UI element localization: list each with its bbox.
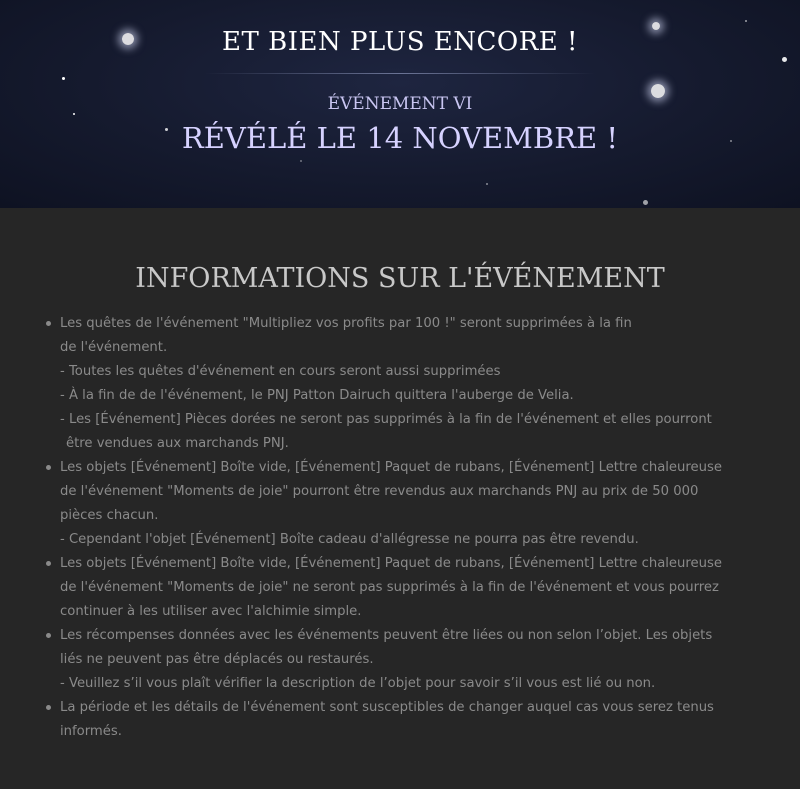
list-item-line: de l'événement "Moments de joie" ne seront pas supprimés à la fin de l'événement et vous pourrez bbox=[60, 580, 719, 595]
hero-banner bbox=[0, 0, 800, 208]
list-item-subline: être vendues aux marchands PNJ. bbox=[66, 436, 289, 451]
star-decoration bbox=[62, 77, 65, 80]
list-item-line: pièces chacun. bbox=[60, 508, 159, 523]
list-item-line: Les quêtes de l'événement "Multipliez vos profits par 100 !" seront supprimées à la fin bbox=[60, 316, 632, 331]
star-decoration bbox=[486, 183, 488, 185]
star-decoration bbox=[745, 20, 747, 22]
event-subtitle: ÉVÉNEMENT VI bbox=[327, 94, 473, 114]
hero-headline: ET BIEN PLUS ENCORE ! bbox=[222, 27, 578, 57]
list-item-line: informés. bbox=[60, 724, 122, 739]
list-item-line: de l'événement. bbox=[60, 340, 168, 355]
list-item-subline: - À la fin de de l'événement, le PNJ Patton Dairuch quittera l'auberge de Velia. bbox=[60, 388, 574, 403]
bullet-icon bbox=[46, 321, 51, 326]
star-decoration bbox=[300, 160, 302, 162]
list-item-line: Les récompenses données avec les événements peuvent être liées ou non selon l’objet. Les objets bbox=[60, 628, 713, 643]
list-item bbox=[40, 552, 760, 624]
list-item bbox=[40, 696, 760, 744]
list-item-subline: - Les [Événement] Pièces dorées ne seront pas supprimés à la fin de l'événement et elles pourront bbox=[60, 412, 712, 427]
hero-divider bbox=[205, 73, 595, 74]
list-item bbox=[40, 624, 760, 696]
list-item-line: continuer à les utiliser avec l'alchimie simple. bbox=[60, 604, 362, 619]
bullet-icon bbox=[46, 705, 51, 710]
list-item bbox=[40, 456, 760, 552]
list-item-subline: - Veuillez s’il vous plaît vérifier la description de l’objet pour savoir s’il vous est lié ou non. bbox=[60, 676, 656, 691]
list-item-line: de l'événement "Moments de joie" pourront être revendus aux marchands PNJ au prix de 50 000 bbox=[60, 484, 699, 499]
list-item-line: La période et les détails de l'événement sont susceptibles de changer auquel cas vous serez tenus bbox=[60, 700, 714, 715]
reveal-date: RÉVÉLÉ LE 14 NOVEMBRE ! bbox=[181, 121, 619, 155]
list-item-line: Les objets [Événement] Boîte vide, [Événement] Paquet de rubans, [Événement] Lettre chaleureuse bbox=[60, 556, 722, 571]
event-info-section bbox=[0, 208, 800, 789]
bullet-icon bbox=[46, 633, 51, 638]
list-item-subline: - Toutes les quêtes d'événement en cours seront aussi supprimées bbox=[60, 364, 501, 379]
list-item bbox=[40, 312, 760, 456]
info-list bbox=[40, 312, 760, 744]
bullet-icon bbox=[46, 465, 51, 470]
list-item-line: Les objets [Événement] Boîte vide, [Événement] Paquet de rubans, [Événement] Lettre chaleureuse bbox=[60, 460, 722, 475]
star-decoration bbox=[643, 200, 648, 205]
list-item-line: liés ne peuvent pas être déplacés ou restaurés. bbox=[60, 652, 374, 667]
list-item-subline: - Cependant l'objet [Événement] Boîte cadeau d'allégresse ne pourra pas être revendu. bbox=[60, 532, 639, 547]
info-section-title: INFORMATIONS SUR L'ÉVÉNEMENT bbox=[135, 263, 665, 294]
bullet-icon bbox=[46, 561, 51, 566]
